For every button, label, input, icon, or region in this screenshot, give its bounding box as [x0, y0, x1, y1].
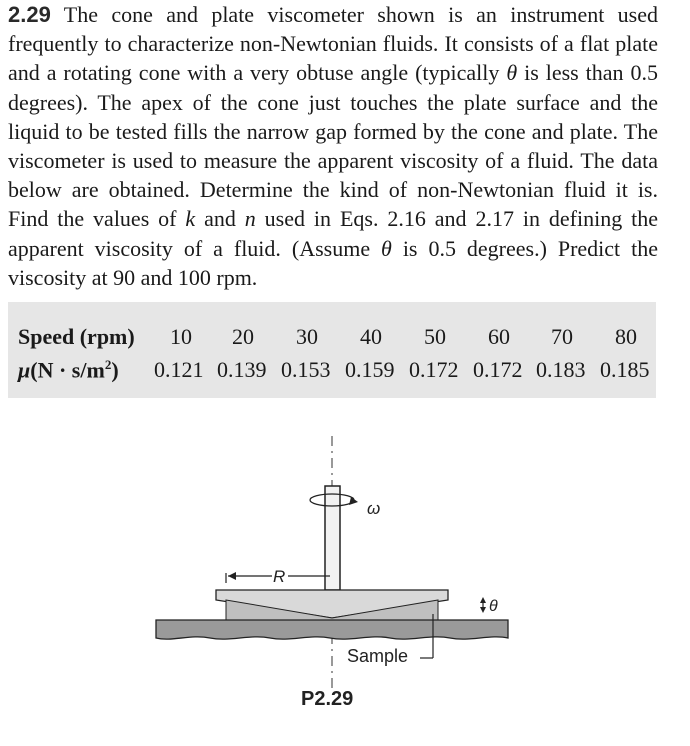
viscosity-cell: 0.172 [409, 357, 459, 382]
problem-text-2: is less than 0.5 degrees). The apex of the cone just touches the plate surface and the liquid to be tested fills the narrow gap formed by the cone and plate. The viscometer is used to measure the apparent viscosity of a fluid. The data below are obtained. Determine the kind of non-Newtonian fluid it is. Find the values of [8, 60, 658, 232]
units-exponent: 2 [104, 357, 112, 372]
viscosity-cell: 0.153 [281, 357, 331, 382]
problem-text-3: used in Eqs. 2.16 and 2.17 in defining the apparent viscosity of a fluid. (Assume [8, 206, 658, 261]
viscosity-cell: 0.172 [473, 357, 523, 382]
theta-symbol-2: θ [381, 235, 392, 261]
units-close: ) [111, 357, 119, 383]
theta-label: θ [489, 598, 498, 615]
plate [156, 620, 508, 639]
speed-cell: 30 [296, 324, 318, 349]
radius-label: R [273, 567, 286, 586]
omega-label: ω [367, 499, 381, 518]
problem-text-end: is 0.5 degrees.) Predict the viscosity at 90 and 100 rpm. [8, 235, 659, 290]
n-symbol: n [244, 206, 256, 232]
theta-arrow-down [480, 607, 486, 613]
viscosity-cell: 0.183 [536, 357, 586, 382]
theta-symbol: θ [506, 60, 518, 86]
problem-statement [8, 0, 658, 292]
viscosity-header [18, 357, 119, 383]
speed-cell: 40 [360, 324, 382, 349]
problem-text-1: The cone and plate viscometer shown is an instrument used frequently to characterize non-Newtonian fluids. It consists of a flat plate and a rotating cone with a very obtuse angle (typically [8, 2, 658, 86]
speed-cell: 50 [424, 324, 446, 349]
viscosity-units: (N · s/m [30, 357, 105, 383]
shaft [325, 486, 340, 590]
speed-cell: 10 [170, 324, 192, 349]
speed-header: Speed (rpm) [18, 324, 135, 349]
speed-cell: 60 [488, 324, 510, 349]
viscosity-cell: 0.159 [345, 357, 395, 382]
speed-cell: 20 [232, 324, 254, 349]
viscosity-cell: 0.139 [217, 357, 267, 382]
data-table [8, 302, 656, 398]
mu-symbol: μ [18, 357, 31, 383]
problem-text-and: and [195, 206, 245, 232]
sample-label: Sample [347, 646, 409, 666]
viscometer-diagram [150, 428, 520, 728]
theta-arrow-up [480, 597, 486, 603]
viscosity-cell: 0.185 [600, 357, 650, 382]
r-dimension-arrowhead [228, 572, 236, 580]
problem-number: 2.29 [8, 2, 51, 27]
speed-cell: 70 [551, 324, 573, 349]
k-symbol: k [185, 206, 196, 232]
speed-cell: 80 [615, 324, 637, 349]
viscosity-cell: 0.121 [154, 357, 204, 382]
figure-caption: P2.29 [301, 688, 354, 710]
